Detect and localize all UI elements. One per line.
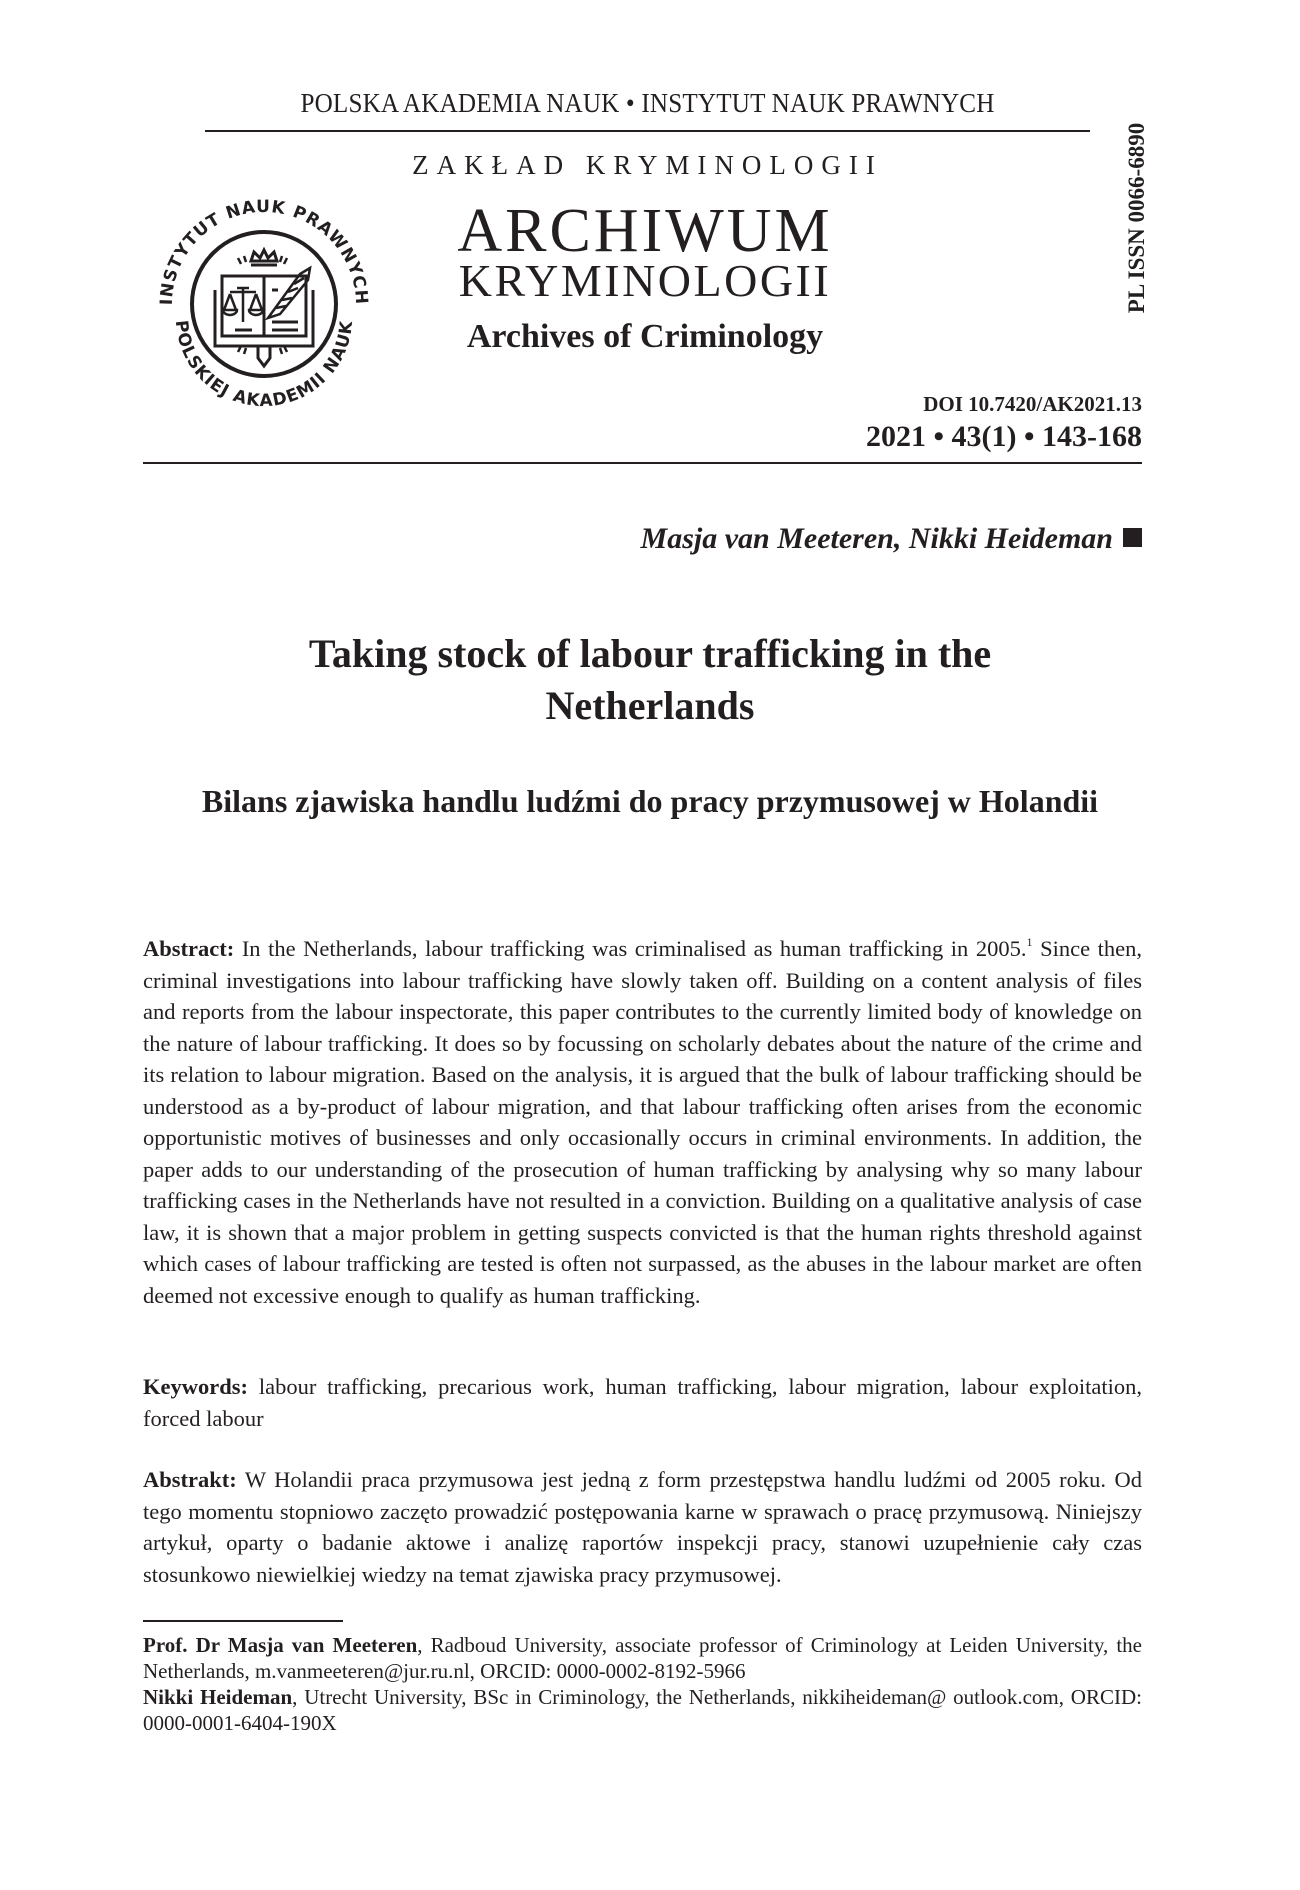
article-authors (641, 522, 1142, 556)
abstrakt-label: Abstrakt: (143, 1467, 237, 1492)
affiliation-name: Nikki Heideman (143, 1685, 293, 1709)
keywords (143, 1371, 1142, 1434)
volume-issue-pages: 2021 • 43(1) • 143-168 (866, 420, 1142, 453)
crown-icon (251, 250, 277, 265)
affiliation-item (143, 1632, 1142, 1684)
open-book-icon (215, 276, 313, 366)
journal-title-english: Archives of Criminology (466, 318, 824, 355)
article-title-polish: Bilans zjawiska handlu ludźmi do pracy przymusowej w Holandii (201, 783, 1099, 819)
affiliation-name: Prof. Dr Masja van Meeteren (143, 1633, 418, 1657)
abstract-text-continued: Since then, criminal investigations into labour trafficking have slowly taken off. Building on a content analysis of files and reports from the labour inspectorate, this paper contributes to the currently limited body of knowledge on the nature of labour trafficking. It does so by focussing on scholarly debates about the nature of the crime and its relation to labour migration. Based on the analysis, it is argued that the bulk of labour trafficking should be understood as a by-product of labour migration, and that labour trafficking often arises from the economic opportunistic motives of businesses and only occasionally occurs in criminal environments. In addition, the paper adds to our understanding of the prosecution of human trafficking by analysing why so many labour trafficking cases in the Netherlands have not resulted in a conviction. Building on a qualitative analysis of case law, it is shown that a major problem in getting suspects convicted is that the human rights threshold against which cases of labour trafficking are tested is often not surpassed, as the abuses in the labour market are often deemed not excessive enough to qualify as human trafficking. (143, 936, 1143, 1308)
bullet-separator: • (625, 88, 635, 118)
seal-icon (150, 190, 378, 418)
affiliation-item (143, 1684, 1142, 1736)
abstract-text: In the Netherlands, labour trafficking was criminalised as human trafficking in 2005. (241, 936, 1027, 961)
affiliation-text: , Utrecht University, BSc in Criminology, the Netherlands, nikkiheideman@ outlook.com, ORCID: 0000-0001-6404-190X (143, 1685, 1142, 1735)
header-bottom-rule (143, 462, 1142, 464)
doi-label: DOI 10.7420/AK2021.13 (923, 392, 1142, 416)
institute-right: INSTYTUT NAUK PRAWNYCH (641, 88, 995, 118)
footnote-rule (143, 1620, 343, 1622)
keywords-text: labour trafficking, precarious work, human trafficking, labour migration, labour exploitation, forced labour (143, 1374, 1143, 1431)
institute-line (236, 88, 1059, 119)
seal-bottom-text: POLSKIEJ AKADEMII NAUK (170, 319, 358, 412)
keywords-label: Keywords: (143, 1374, 248, 1399)
footnote-ref[interactable]: 1 (1026, 935, 1033, 949)
institute-seal-logo (150, 190, 378, 418)
department-name: ZAKŁAD KRYMINOLOGII (412, 150, 883, 180)
affiliation-text: , Radboud University, associate professor of Criminology at Leiden University, the Netherlands, m.vanmeeteren@jur.ru.nl, ORCID: 0000-0002-8192-5966 (143, 1633, 1142, 1683)
square-marker-icon (1123, 528, 1142, 547)
author-affiliations (143, 1632, 1142, 1736)
abstract-polish (143, 1464, 1142, 1590)
abstract-label: Abstract: (143, 936, 235, 961)
authors-names: Masja van Meeteren, Nikki Heideman (640, 522, 1113, 555)
journal-title-line2: KRYMINOLOGII (458, 255, 832, 306)
journal-title-line1: ARCHIWUM (457, 197, 833, 265)
abstract-english (143, 933, 1142, 1311)
scales-of-justice-icon (223, 288, 263, 322)
issn-label: PL ISSN 0066-6890 (1124, 122, 1149, 314)
article-title-english: Taking stock of labour trafficking in the Netherlands (308, 631, 992, 728)
seal-top-text: INSTYTUT NAUK PRAWNYCH (156, 196, 372, 306)
institute-left: POLSKA AKADEMIA NAUK (300, 88, 620, 118)
abstrakt-text: W Holandii praca przymusowa jest jedną z form przestępstwa handlu ludźmi od 2005 roku. Od tego momentu stopniowo zaczęto prowadzić postępowania karne w sprawach o pracę przymusową. Niniejszy artykuł, oparty o badanie aktowe i analizę raportów inspekcji pracy, stanowi uzupełnienie cały czas stosunkowo niewielkiej wiedzy na temat zjawiska pracy przymusowej. (143, 1467, 1143, 1587)
header-rule (205, 130, 1090, 132)
